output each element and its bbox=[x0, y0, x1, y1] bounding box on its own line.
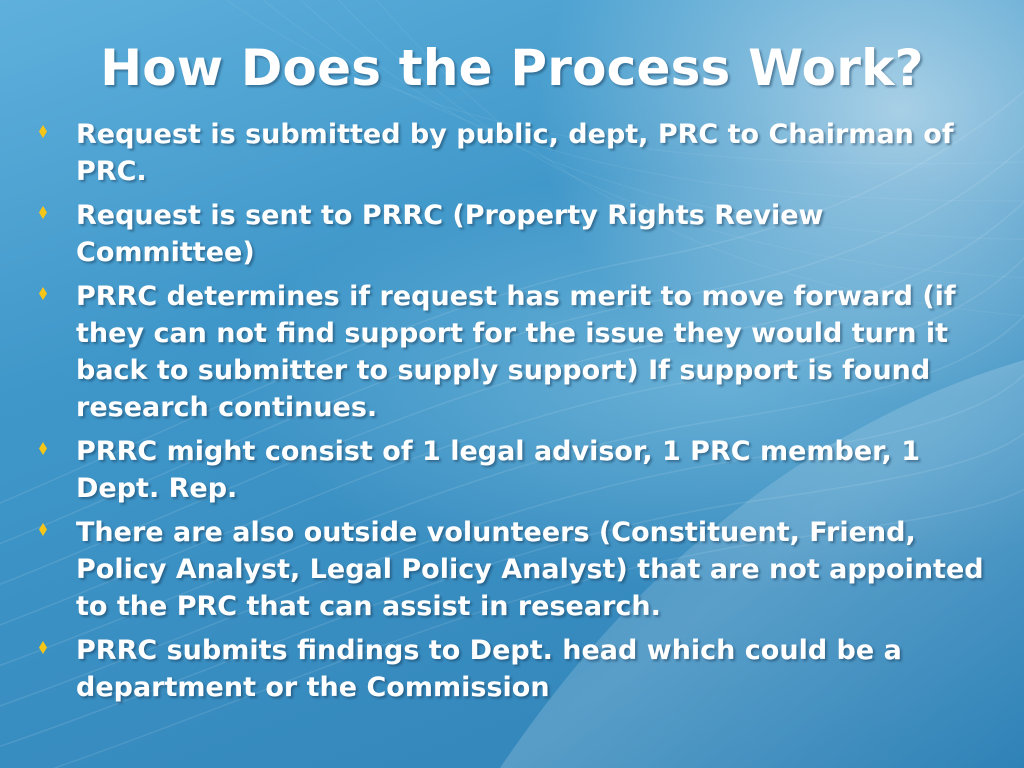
bullet-text: Request is submitted by public, dept, PRC to Chairman of PRC. bbox=[76, 119, 954, 187]
list-item bbox=[36, 632, 986, 706]
bullet-text: Request is sent to PRRC (Property Rights Review Committee) bbox=[76, 200, 824, 268]
bullet-text: There are also outside volunteers (Constituent, Friend, Policy Analyst, Legal Policy Analyst) that are not appointed to the PRC that can assist in research. bbox=[76, 517, 984, 622]
bullet-text: PRRC submits findings to Dept. head which could be a department or the Commission bbox=[76, 635, 902, 703]
diamond-bullet-icon bbox=[39, 206, 47, 219]
bullet-text: PRRC might consist of 1 legal advisor, 1 PRC member, 1 Dept. Rep. bbox=[76, 436, 920, 504]
diamond-bullet-icon bbox=[39, 442, 47, 455]
list-item bbox=[36, 197, 986, 271]
bullet-text: PRRC determines if request has merit to move forward (if they can not find support for the issue they would turn it back to submitter to supply support) If support is found research continues. bbox=[76, 281, 956, 423]
diamond-bullet-icon bbox=[39, 125, 47, 138]
list-item bbox=[36, 116, 986, 190]
list-item bbox=[36, 433, 986, 507]
diamond-bullet-icon bbox=[39, 523, 47, 536]
list-item bbox=[36, 514, 986, 625]
diamond-bullet-icon bbox=[39, 641, 47, 654]
diamond-bullet-icon bbox=[39, 287, 47, 300]
list-item bbox=[36, 278, 986, 426]
bullet-list bbox=[36, 116, 986, 713]
slide-title: How Does the Process Work? bbox=[100, 39, 924, 97]
